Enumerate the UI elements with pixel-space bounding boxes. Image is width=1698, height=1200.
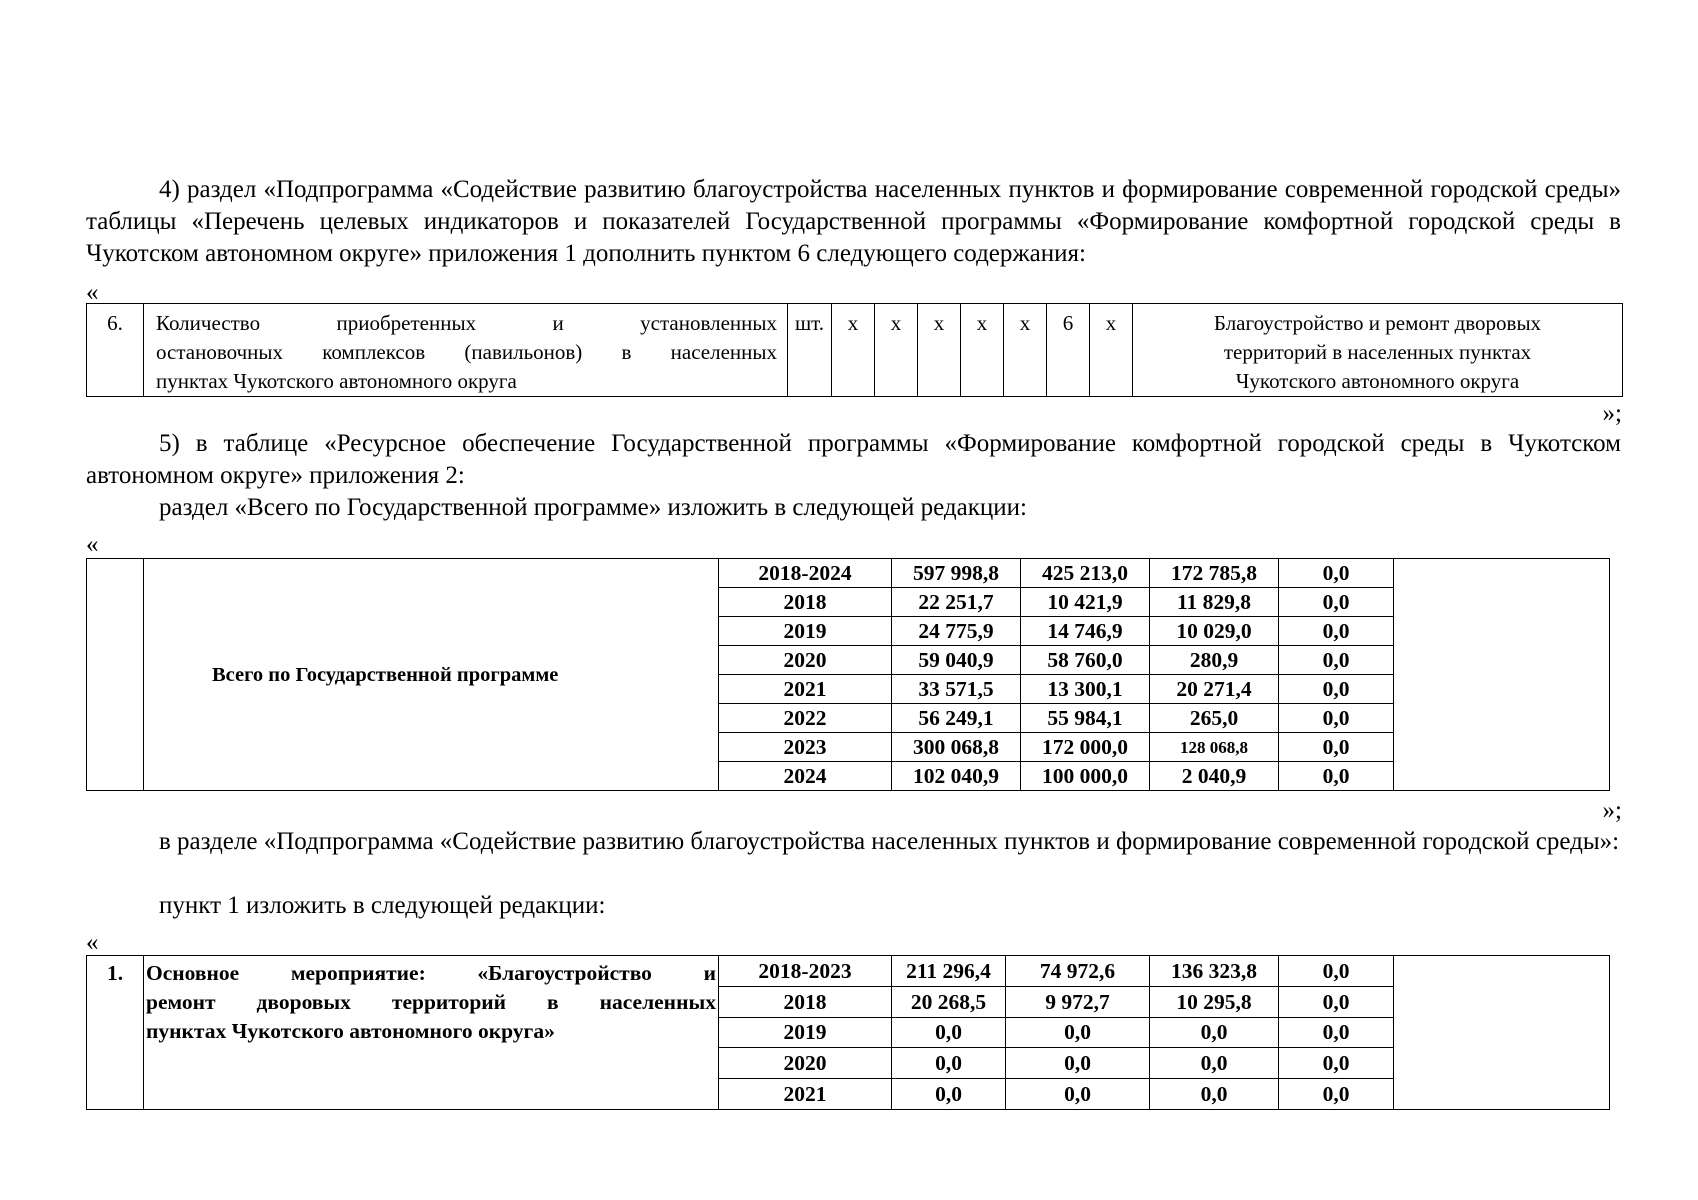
period-cell: 2018 <box>719 986 892 1017</box>
table-row <box>87 956 1610 987</box>
subprogram-table <box>86 955 1610 1110</box>
value-cell: 280,9 <box>1150 646 1279 675</box>
value-cell: 0,0 <box>1279 733 1394 762</box>
section-5-line: 5) в таблице «Ресурсное обеспечение Государственной программы «Формирование комфортной городской среды в <box>159 430 1493 457</box>
section-4-paragraph <box>86 174 1621 270</box>
section-5-line: Чукотском автономном округе» приложения 2: <box>86 430 1621 489</box>
empty-cell <box>1394 956 1610 1110</box>
total-cell: 20 268,5 <box>892 986 1006 1017</box>
value-cell: 0,0 <box>1279 762 1394 791</box>
total-cell: 24 775,9 <box>892 617 1021 646</box>
indicator-name-line: Количество приобретенных и установленных <box>156 311 777 335</box>
value-cell: 0,0 <box>1006 1017 1150 1048</box>
value-cell <box>1150 733 1279 762</box>
value-cell: 14 746,9 <box>1021 617 1150 646</box>
section-5-paragraph <box>86 428 1621 492</box>
activity-cell <box>1133 304 1623 397</box>
resource-total-table <box>86 558 1610 791</box>
value-cell: х <box>918 304 961 397</box>
period-cell: 2018-2024 <box>719 559 892 588</box>
value-cell: 136 323,8 <box>1150 956 1279 987</box>
value-cell: х <box>961 304 1004 397</box>
value-cell: 11 829,8 <box>1150 588 1279 617</box>
value-cell: 55 984,1 <box>1021 704 1150 733</box>
value-small: 128 068,8 <box>1180 738 1248 757</box>
close-quote: »; <box>1602 400 1622 427</box>
value-cell: 0,0 <box>1279 956 1394 987</box>
value-cell: 58 760,0 <box>1021 646 1150 675</box>
section-4-line: 4) раздел «Подпрограмма «Содействие развитию благоустройства населенных пунктов и формирование современной <box>159 176 1424 203</box>
subprogram-paragraph <box>86 826 1621 858</box>
period-cell: 2019 <box>719 1017 892 1048</box>
total-label: Всего по Государственной программе <box>144 559 719 791</box>
period-cell: 2020 <box>719 646 892 675</box>
total-cell: 0,0 <box>892 1048 1006 1079</box>
period-cell: 2020 <box>719 1048 892 1079</box>
unit-cell: шт. <box>788 304 832 397</box>
value-cell: 0,0 <box>1279 1017 1394 1048</box>
value-cell: х <box>832 304 875 397</box>
subprogram-subline: пункт 1 изложить в следующей редакции: <box>159 892 606 919</box>
value-cell: 172 785,8 <box>1150 559 1279 588</box>
value-cell: 2 040,9 <box>1150 762 1279 791</box>
value-cell: х <box>1004 304 1047 397</box>
total-cell: 0,0 <box>892 1079 1006 1110</box>
value-cell: 0,0 <box>1150 1048 1279 1079</box>
activity-name-line: Основное мероприятие: «Благоустройство и <box>146 961 716 985</box>
indicator-name <box>144 304 788 397</box>
total-cell: 33 571,5 <box>892 675 1021 704</box>
activity-name-line: пунктах Чукотского автономного округа» <box>146 1019 555 1043</box>
period-cell: 2024 <box>719 762 892 791</box>
activity-name <box>144 956 719 1110</box>
value-cell: 0,0 <box>1279 559 1394 588</box>
activity-line: Чукотского автономного округа <box>1235 369 1520 393</box>
value-cell: 0,0 <box>1006 1048 1150 1079</box>
value-cell: 100 000,0 <box>1021 762 1150 791</box>
period-cell: 2018 <box>719 588 892 617</box>
total-cell: 59 040,9 <box>892 646 1021 675</box>
empty-num-cell <box>87 559 144 791</box>
row-number: 1. <box>87 956 144 1110</box>
value-cell: 0,0 <box>1279 646 1394 675</box>
open-quote: « <box>86 531 99 558</box>
value-cell: 0,0 <box>1006 1079 1150 1110</box>
value-cell: 9 972,7 <box>1006 986 1150 1017</box>
value-cell: 425 213,0 <box>1021 559 1150 588</box>
open-quote: « <box>86 929 99 956</box>
value-cell: 0,0 <box>1279 704 1394 733</box>
period-cell: 2021 <box>719 1079 892 1110</box>
period-cell: 2019 <box>719 617 892 646</box>
value-cell: 6 <box>1047 304 1090 397</box>
total-cell: 0,0 <box>892 1017 1006 1048</box>
value-cell: 0,0 <box>1279 1048 1394 1079</box>
activity-line: Благоустройство и ремонт дворовых <box>1213 311 1542 335</box>
total-cell: 211 296,4 <box>892 956 1006 987</box>
section-4-line: городской среды» таблицы «Перечень целевых индикаторов и показателей Государственной программы «Формирование <box>86 176 1621 235</box>
value-cell: 10 421,9 <box>1021 588 1150 617</box>
total-cell: 300 068,8 <box>892 733 1021 762</box>
period-cell: 2021 <box>719 675 892 704</box>
value-cell: 0,0 <box>1279 986 1394 1017</box>
value-cell: х <box>1090 304 1133 397</box>
open-quote: « <box>86 279 99 306</box>
subprogram-line: городской среды»: <box>1422 828 1620 855</box>
value-cell: 20 271,4 <box>1150 675 1279 704</box>
value-cell: 10 295,8 <box>1150 986 1279 1017</box>
value-cell: 0,0 <box>1279 1079 1394 1110</box>
value-cell: х <box>875 304 918 397</box>
value-cell: 0,0 <box>1279 588 1394 617</box>
section-4-line: комфортной городской среды в Чукотском автономном округе» приложения 1 дополнить пунктом 6 следующего содержания: <box>86 208 1621 267</box>
total-cell: 56 249,1 <box>892 704 1021 733</box>
value-cell: 0,0 <box>1279 675 1394 704</box>
total-cell: 597 998,8 <box>892 559 1021 588</box>
value-cell: 74 972,6 <box>1006 956 1150 987</box>
row-number: 6. <box>87 304 144 397</box>
indicator-name-line: остановочных комплексов (павильонов) в населенных <box>156 340 777 364</box>
period-cell: 2018-2023 <box>719 956 892 987</box>
value-cell: 0,0 <box>1279 617 1394 646</box>
activity-name-line: ремонт дворовых территорий в населенных <box>146 990 716 1014</box>
value-cell: 13 300,1 <box>1021 675 1150 704</box>
value-cell: 265,0 <box>1150 704 1279 733</box>
table-row <box>87 304 1623 397</box>
close-quote: »; <box>1602 797 1622 824</box>
total-cell: 22 251,7 <box>892 588 1021 617</box>
total-cell: 102 040,9 <box>892 762 1021 791</box>
empty-cell <box>1394 559 1610 791</box>
value-cell: 0,0 <box>1150 1017 1279 1048</box>
value-cell: 10 029,0 <box>1150 617 1279 646</box>
table-row <box>87 559 1610 588</box>
indicator-name-line: пунктах Чукотского автономного округа <box>156 369 517 393</box>
period-cell: 2023 <box>719 733 892 762</box>
value-cell: 172 000,0 <box>1021 733 1150 762</box>
section-5-subline: раздел «Всего по Государственной программе» изложить в следующей редакции: <box>159 494 1027 521</box>
indicator-table <box>86 303 1623 397</box>
activity-line: территорий в населенных пунктах <box>1223 340 1532 364</box>
period-cell: 2022 <box>719 704 892 733</box>
value-cell: 0,0 <box>1150 1079 1279 1110</box>
subprogram-line: в разделе «Подпрограмма «Содействие развитию благоустройства населенных пунктов и формирование современной <box>159 828 1417 855</box>
